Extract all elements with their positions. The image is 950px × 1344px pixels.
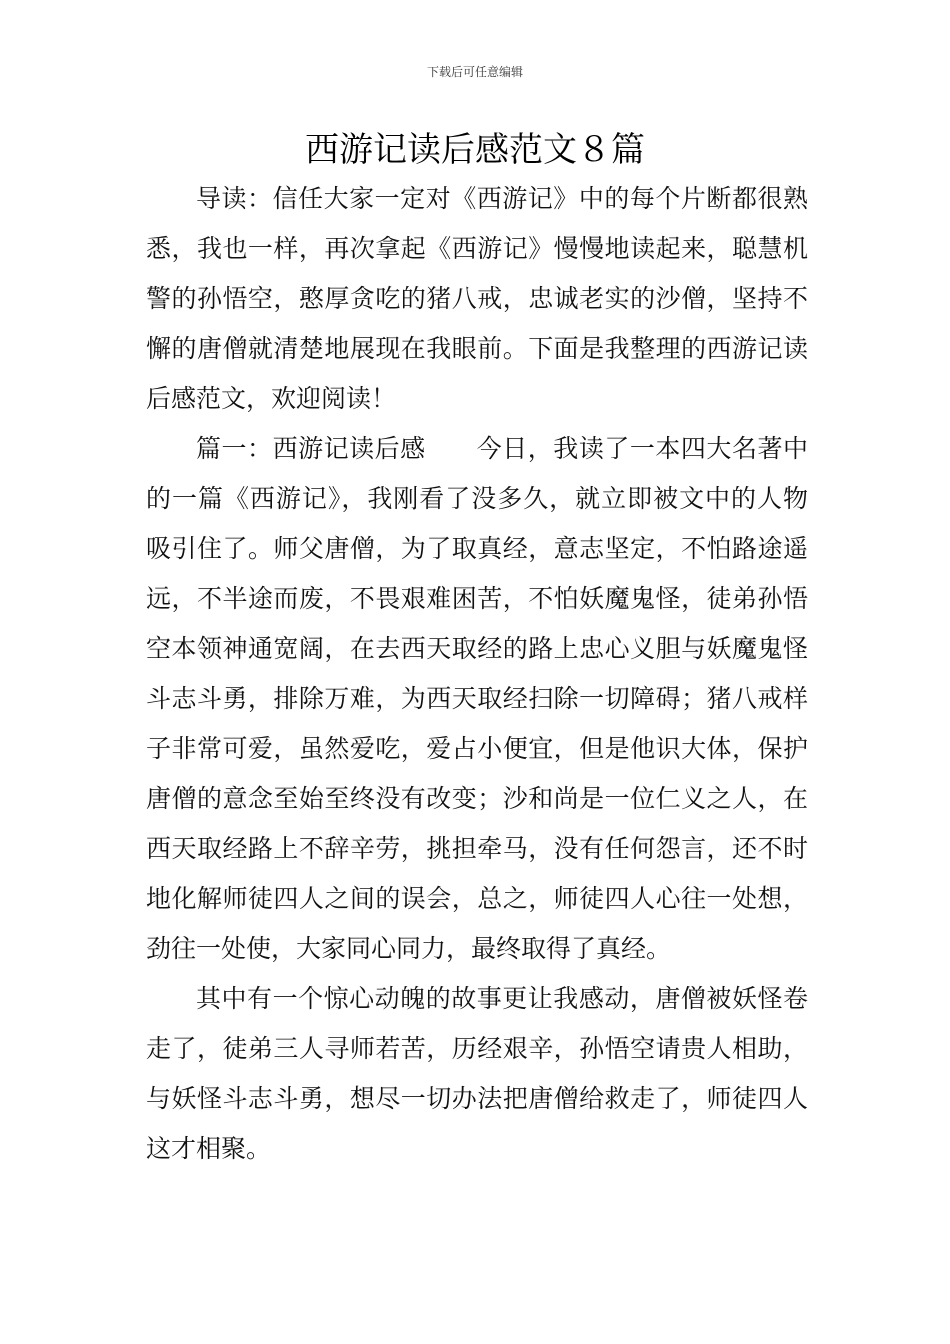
document-body xyxy=(146,174,808,1174)
document-title: 西游记读后感范文８篇 xyxy=(305,130,645,170)
page-header-note: 下载后可任意编辑 xyxy=(426,65,523,79)
paragraph-story: 其中有一个惊心动魄的故事更让我感动，唐僧被妖怪卷走了，徒弟三人寻师若苦，历经艰辛，孙悟空请贵人相助，与妖怪斗志斗勇，想尽一切办法把唐僧给救走了，师徒四人这才相聚。 xyxy=(146,984,808,1163)
paragraph-intro: 导读：信任大家一定对《西游记》中的每个片断都很熟悉，我也一样，再次拿起《西游记》慢慢地读起来，聪慧机警的孙悟空，憨厚贪吃的猪八戒，忠诚老实的沙僧，坚持不懈的唐僧就清楚地展现在我眼前。下面是我整理的西游记读后感范文，欢迎阅读！ xyxy=(146,184,808,413)
paragraph-part-one: 篇一：西游记读后感 今日，我读了一本四大名著中的一篇《西游记》，我刚看了没多久，就立即被文中的人物吸引住了。师父唐僧，为了取真经，意志坚定，不怕路途遥远，不半途而废，不畏艰难困苦，不怕妖魔鬼怪，徒弟孙悟空本领神通宽阔，在去西天取经的路上忠心义胆与妖魔鬼怪斗志斗勇，排除万难，为西天取经扫除一切障碍；猪八戒样子非常可爱，虽然爱吃，爱占小便宜，但是他识大体，保护唐僧的意念至始至终没有改变；沙和尚是一位仁义之人，在西天取经路上不辞辛劳，挑担牵马，没有任何怨言，还不时地化解师徒四人之间的误会，总之，师徒四人心往一处想，劲往一处使，大家同心同力，最终取得了真经。 xyxy=(146,434,808,963)
